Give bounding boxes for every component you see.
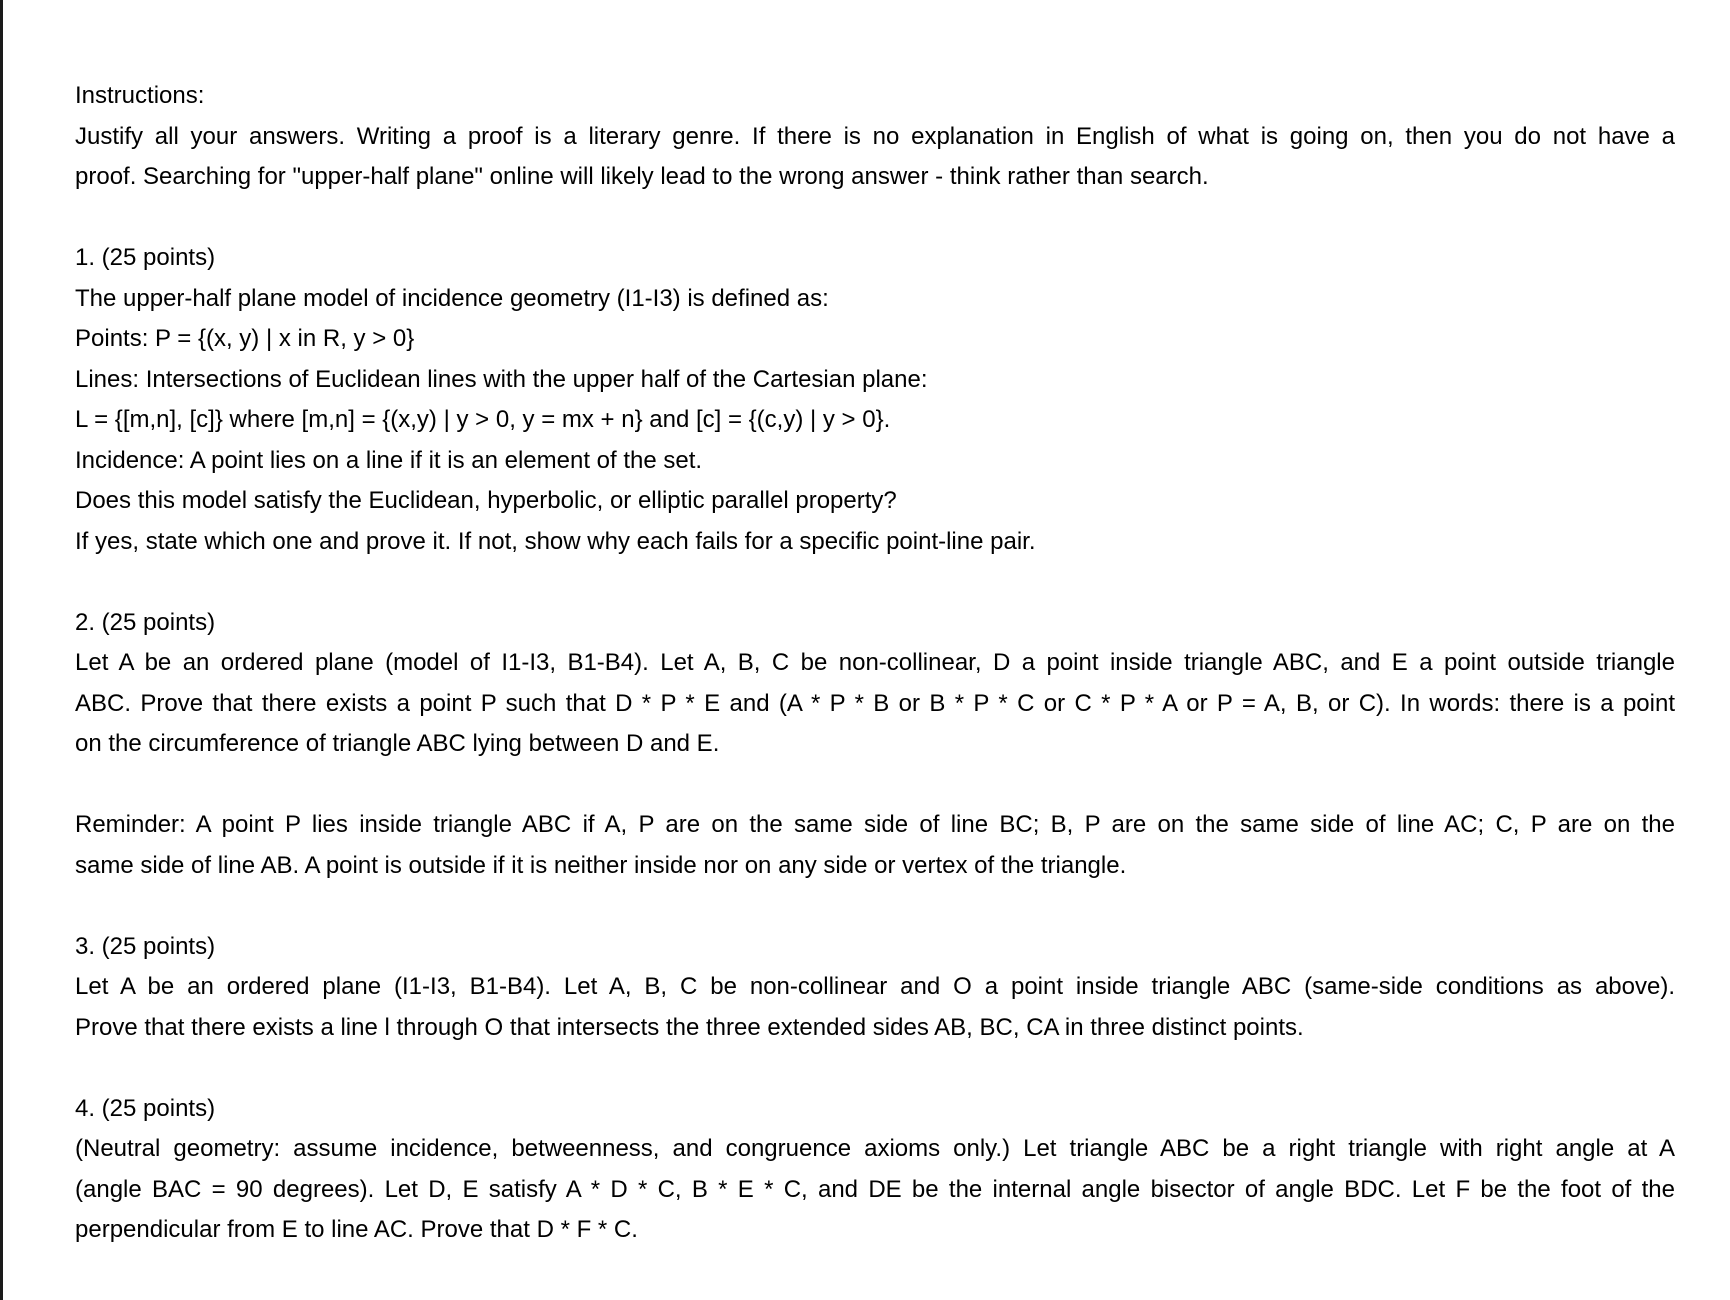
q1-line-1: The upper-half plane model of incidence geometry (I1-I3) is defined as: xyxy=(75,284,829,312)
q1-line-3: Lines: Intersections of Euclidean lines with the upper half of the Cartesian plane: xyxy=(75,365,928,393)
q2-reminder-line-1: Reminder: A point P lies inside triangle ABC if A, P are on the same side of line BC; B, P are on the same side of line AC; C, P are on the xyxy=(75,811,1675,838)
spacer xyxy=(75,765,1675,806)
instructions-line-1: Justify all your answers. Writing a proof is a literary genre. If there is no explanation in English of what is going on, then you do not have a xyxy=(75,122,1675,150)
q4-line-1: (Neutral geometry: assume incidence, betweenness, and congruence axioms only.) Let triangle ABC be a right triangle with right angle at A xyxy=(75,1135,1675,1162)
q1-line-2: Points: P = {(x, y) | x in R, y > 0} xyxy=(75,325,415,352)
q2-line-3: on the circumference of triangle ABC lying between D and E. xyxy=(75,730,720,757)
document-content xyxy=(75,76,1675,1251)
q3-line-1: Let A be an ordered plane (I1-I3, B1-B4). Let A, B, C be non-collinear and O a point inside triangle ABC (same-side conditions as above). xyxy=(75,973,1675,1000)
q2-line-2: ABC. Prove that there exists a point P such that D * P * E and (A * P * B or B * P * C or C * P * A or P = A, B, or C). In words: there is a point xyxy=(75,689,1675,717)
q3-line-2: Prove that there exists a line l through O that intersects the three extended sides AB, BC, CA in three distinct points. xyxy=(75,1013,1304,1041)
spacer xyxy=(75,562,1675,603)
q1-line-6: Does this model satisfy the Euclidean, hyperbolic, or elliptic parallel property? xyxy=(75,487,897,514)
q4-heading: 4. (25 points) xyxy=(75,1094,216,1122)
q1-line-5: Incidence: A point lies on a line if it is an element of the set. xyxy=(75,446,703,474)
instructions-heading: Instructions: xyxy=(75,82,205,109)
q3-heading: 3. (25 points) xyxy=(75,932,216,960)
spacer xyxy=(75,886,1675,927)
q2-line-1: Let A be an ordered plane (model of I1-I3, B1-B4). Let A, B, C be non-collinear, D a point inside triangle ABC, and E a point outside triangle xyxy=(75,649,1675,676)
q4-line-3: perpendicular from E to line AC. Prove that D * F * C. xyxy=(75,1216,638,1243)
q1-line-7: If yes, state which one and prove it. If not, show why each fails for a specific point-line pair. xyxy=(75,527,1036,555)
instructions-line-2: proof. Searching for "upper-half plane" online will likely lead to the wrong answer - think rather than search. xyxy=(75,163,1209,190)
q4-line-2: (angle BAC = 90 degrees). Let D, E satisfy A * D * C, B * E * C, and DE be the internal angle bisector of angle BDC. Let F be the foot of the xyxy=(75,1175,1675,1203)
spacer xyxy=(75,1048,1675,1089)
q2-reminder-line-2: same side of line AB. A point is outside if it is neither inside nor on any side or vertex of the triangle. xyxy=(75,851,1127,879)
q2-heading: 2. (25 points) xyxy=(75,608,216,636)
q1-heading: 1. (25 points) xyxy=(75,244,216,271)
q1-line-4: L = {[m,n], [c]} where [m,n] = {(x,y) | y > 0, y = mx + n} and [c] = {(c,y) | y > 0}. xyxy=(75,406,891,433)
spacer xyxy=(75,198,1675,239)
